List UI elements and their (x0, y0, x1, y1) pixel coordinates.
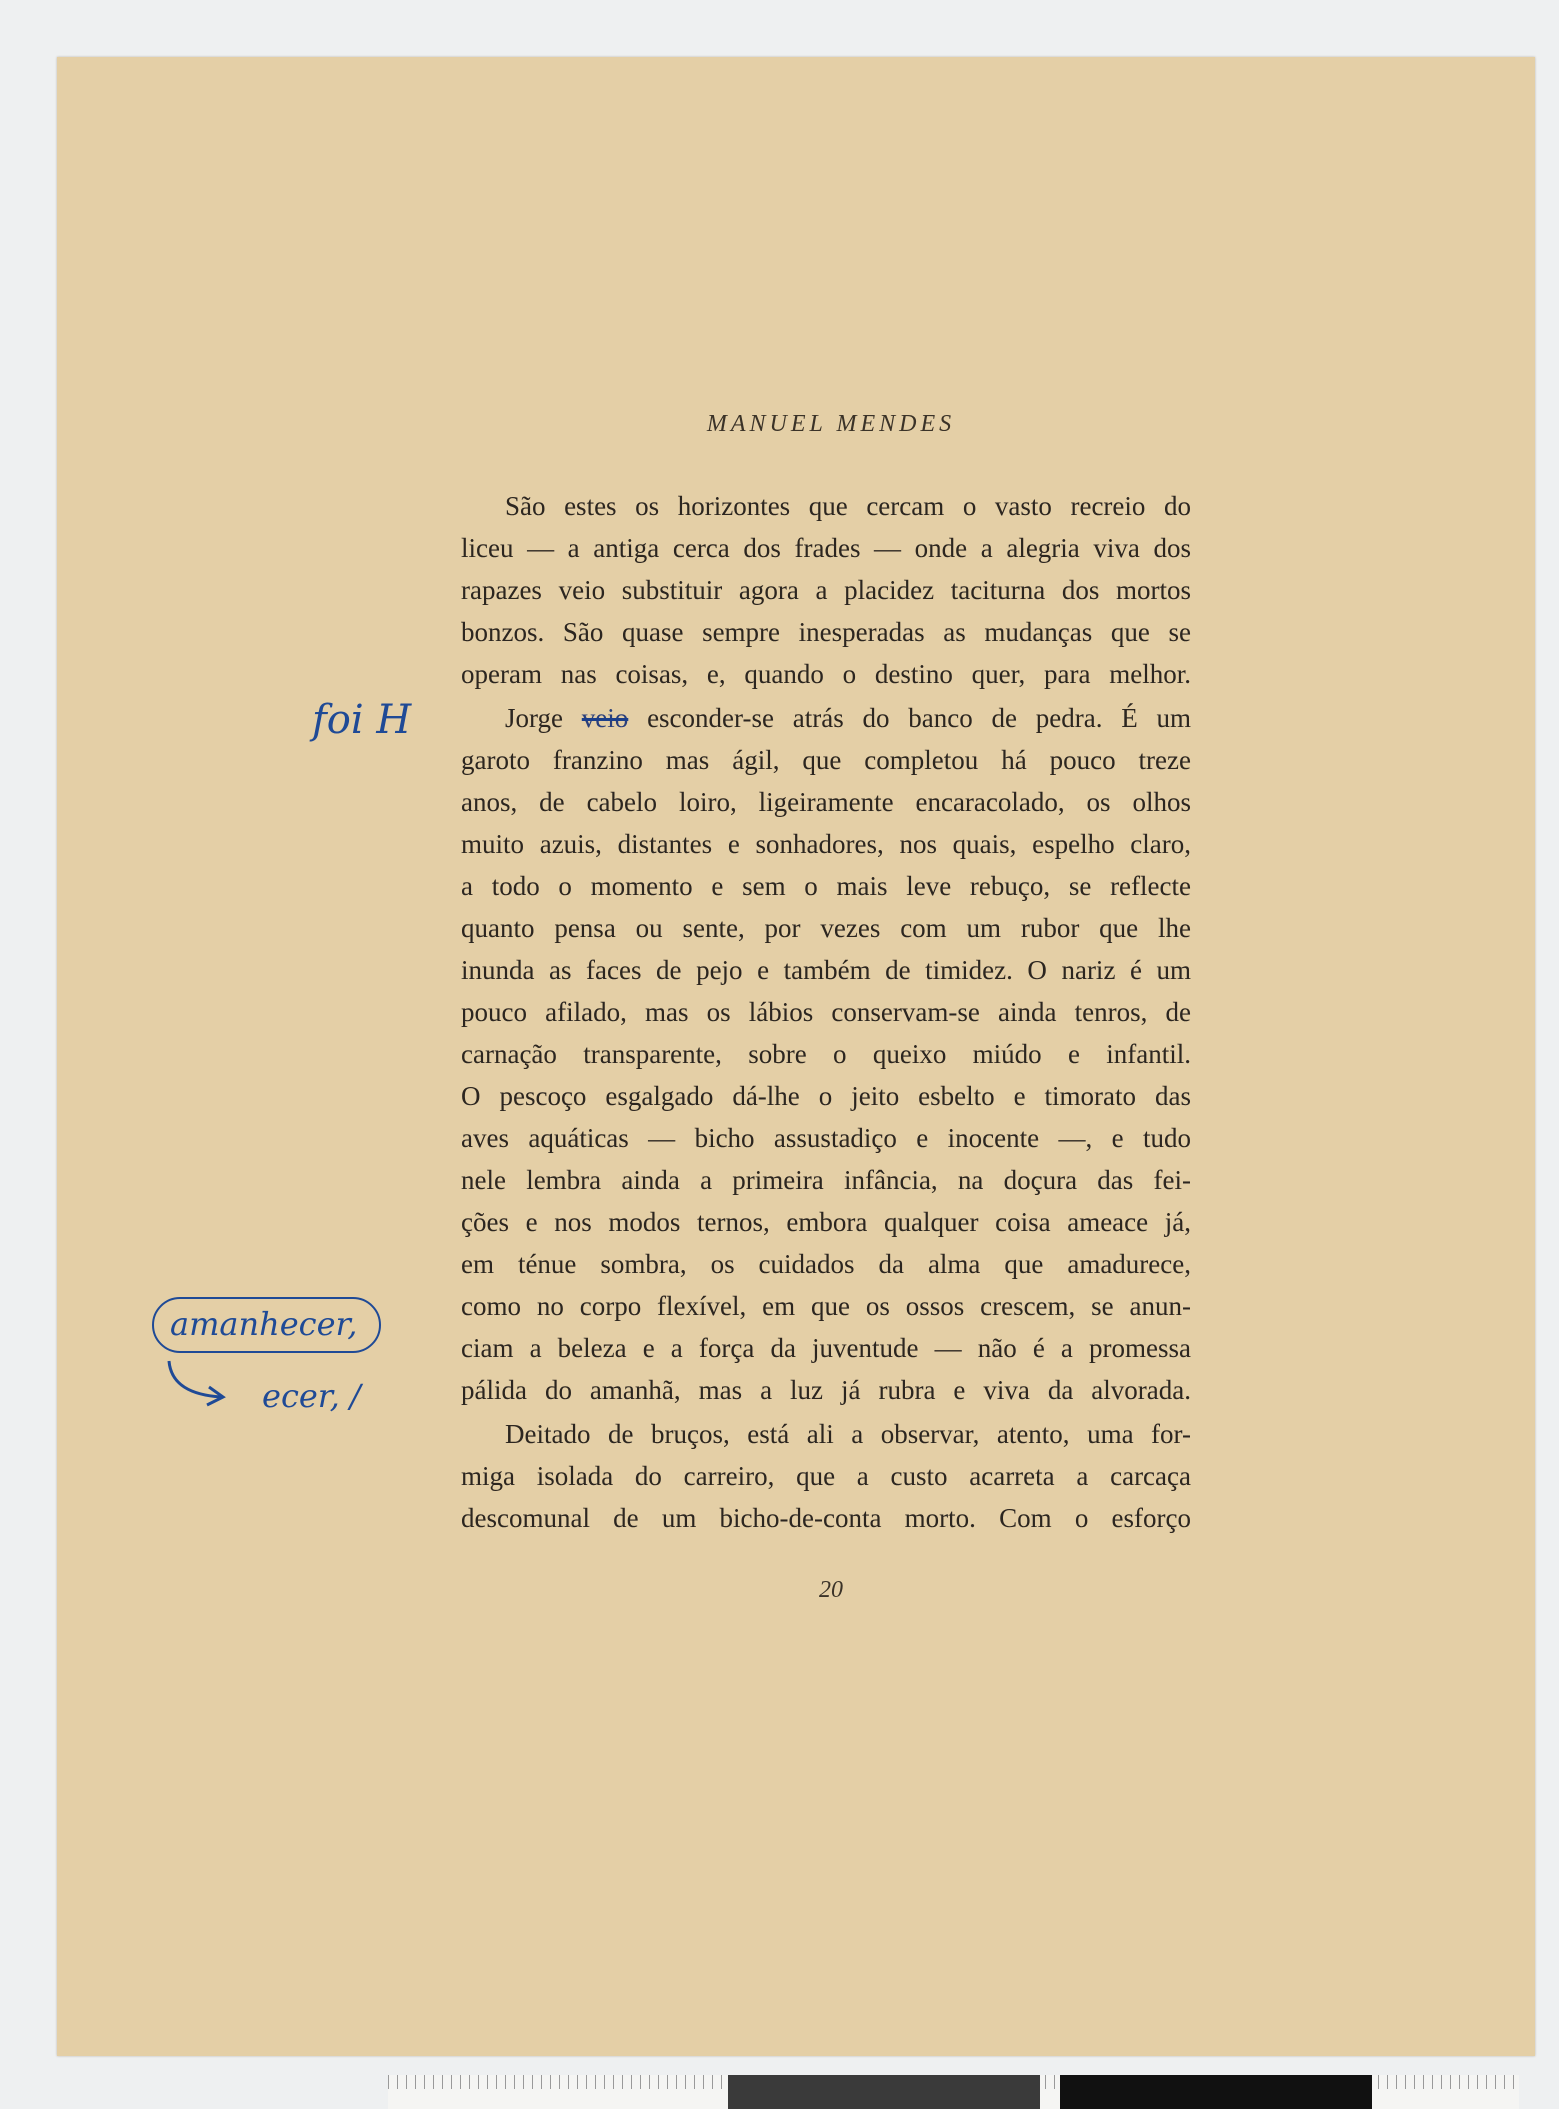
scanned-page (57, 57, 1535, 2056)
handwritten-note-foi: foi H (312, 697, 412, 743)
text-line: bonzos. São quase sempre inesperadas as mudanças que se (461, 617, 1191, 647)
page-number: 20 (819, 1577, 843, 1603)
text-line: liceu — a antiga cerca dos frades — onde a alegria viva dos (461, 533, 1191, 563)
text-line: ções e nos modos ternos, embora qualquer coisa ameace já, (461, 1207, 1191, 1237)
handwritten-note-ecer: ecer, / (262, 1377, 361, 1415)
text-line: nele lembra ainda a primeira infância, na doçura das fei- (461, 1165, 1191, 1195)
scale-ruler (388, 2075, 1519, 2109)
text-line: como no corpo flexível, em que os ossos crescem, se anun- (461, 1291, 1191, 1321)
text-line: aves aquáticas — bicho assustadiço e inocente —, e tudo (461, 1123, 1191, 1153)
text-line: a todo o momento e sem o mais leve rebuço, se reflecte (461, 871, 1191, 901)
text-line: anos, de cabelo loiro, ligeiramente encaracolado, os olhos (461, 787, 1191, 817)
running-header: MANUEL MENDES (706, 411, 956, 437)
text-line: inunda as faces de pejo e também de timidez. O nariz é um (461, 955, 1191, 985)
line-rest: esconder-se atrás do banco de pedra. É um (647, 703, 1192, 733)
struck-word: veio (581, 703, 629, 733)
text-line: muito azuis, distantes e sonhadores, nos quais, espelho claro, (461, 829, 1191, 859)
ruler-black-block (1060, 2075, 1372, 2109)
text-line: O pescoço esgalgado dá-lhe o jeito esbelto e timorato das (461, 1081, 1191, 1111)
ruler-gray-block (728, 2075, 1040, 2109)
text-line: descomunal de um bicho-de-conta morto. Com o esforço (461, 1503, 1191, 1533)
text-line: operam nas coisas, e, quando o destino quer, para melhor. (461, 659, 1191, 689)
text-line: miga isolada do carreiro, que a custo acarreta a carcaça (461, 1461, 1191, 1491)
text-line: em ténue sombra, os cuidados da alma que amadurece, (461, 1249, 1191, 1279)
text-line: pálida do amanhã, mas a luz já rubra e viva da alvorada. (461, 1375, 1191, 1405)
body-text (461, 485, 1191, 1541)
paragraph-2 (461, 697, 1191, 1411)
text-line: São estes os horizontes que cercam o vasto recreio do (505, 491, 1191, 521)
text-line: pouco afilado, mas os lábios conservam-se ainda tenros, de (461, 997, 1191, 1027)
paragraph-3 (461, 1413, 1191, 1539)
text-line-with-correction (461, 697, 1191, 739)
text-line: rapazes veio substituir agora a placidez taciturna dos mortos (461, 575, 1191, 605)
text-line: garoto franzino mas ágil, que completou há pouco treze (461, 745, 1191, 775)
text-line: Deitado de bruços, está ali a observar, atento, uma for- (505, 1419, 1191, 1449)
text-line: ciam a beleza e a força da juventude — não é a promessa (461, 1333, 1191, 1363)
paragraph-1 (461, 485, 1191, 695)
handwritten-note-circled: amanhecer, (152, 1297, 381, 1353)
text-line: quanto pensa ou sente, por vezes com um rubor que lhe (461, 913, 1191, 943)
text-line: carnação transparente, sobre o queixo miúdo e infantil. (461, 1039, 1191, 1069)
handwritten-arrow-icon (161, 1355, 251, 1415)
line-start-word: Jorge (505, 703, 563, 733)
